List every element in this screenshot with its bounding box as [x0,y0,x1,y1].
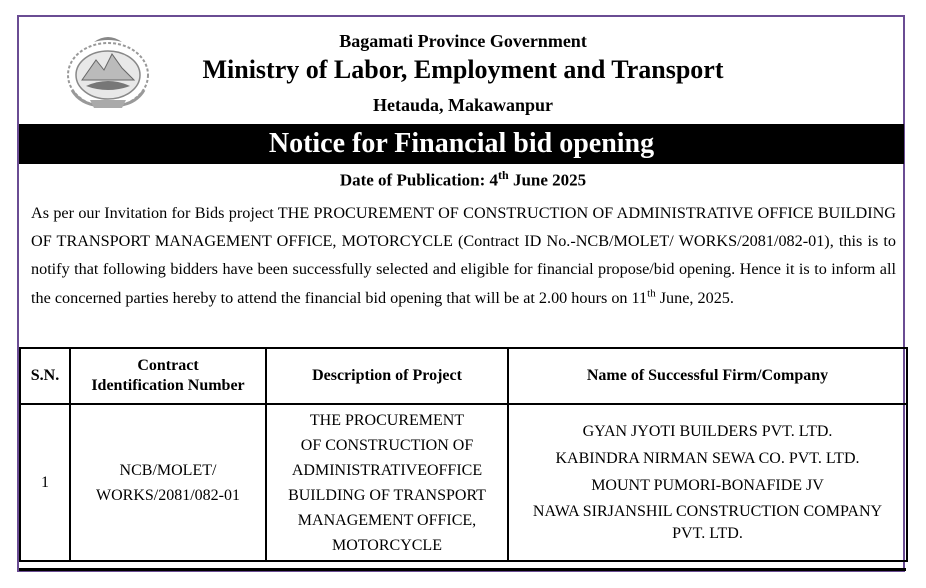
table-header-row [20,348,907,404]
notice-body-suffix: th [647,287,656,300]
header-description: Description of Project [266,348,508,404]
publication-date [0,168,926,191]
notice-body [31,199,896,312]
description-line: BUILDING OF TRANSPORT [288,486,486,504]
notice-body-main: As per our Invitation for Bids project THE PROCUREMENT OF CONSTRUCTION OF ADMINISTRATIVE OFFICE BUILDING OF TRANSPORT MANAGEMENT OFFICE, MOTORCYCLE (Contract ID No.-NCB/MOLET/ WORKS/2081/082-01), this is to notify that following bidders have been successfully selected and eligible for financial propose/bid opening. Hence it is to inform all the concerned parties hereby to attend the financial bid opening that will be at 2.00 hours on 11 [31,204,896,307]
location-line: Hetauda, Makawanpur [372,95,554,115]
cell-description [266,404,508,561]
table-row [20,404,907,561]
contract-id-l2: WORKS/2081/082-01 [96,486,240,504]
firm-name: GYAN JYOTI BUILDERS PVT. LTD. [582,423,833,440]
header-firm: Name of Successful Firm/Company [508,348,907,404]
description-line: ADMINISTRATIVEOFFICE [291,461,483,479]
province-line: Bagamati Province Government [339,31,587,51]
bottom-rule [19,568,906,571]
pub-date-label: Date of Publication: 4 [339,170,499,190]
firm-name-continued: PVT. LTD. [672,525,743,542]
header-contract-id [70,348,266,404]
firm-name: NAWA SIRJANSHIL CONSTRUCTION COMPANY [532,503,883,520]
description-line: THE PROCUREMENT [309,411,465,429]
header-sn: S.N. [20,348,70,404]
description-line: MOTORCYCLE [332,536,442,554]
description-line: OF CONSTRUCTION OF [300,436,474,454]
pub-date-rest: June 2025 [508,170,587,190]
description-line: MANAGEMENT OFFICE, [297,511,477,529]
notice-body-end: June, 2025. [655,288,734,307]
bidders-table [19,347,908,562]
notice-title-banner: Notice for Financial bid opening [19,124,904,164]
cell-firms [508,404,907,561]
firm-name: MOUNT PUMORI-BONAFIDE JV [591,477,824,494]
pub-date-suffix: th [498,168,509,182]
header-contract-l2: Identification Number [91,377,245,394]
ministry-title: Ministry of Labor, Employment and Transport [202,55,724,84]
header-contract-l1: Contract [137,357,199,374]
contract-id-l1: NCB/MOLET/ [119,461,217,479]
cell-sn: 1 [20,404,70,561]
firm-name: KABINDRA NIRMAN SEWA CO. PVT. LTD. [555,450,860,467]
cell-contract-id [70,404,266,561]
